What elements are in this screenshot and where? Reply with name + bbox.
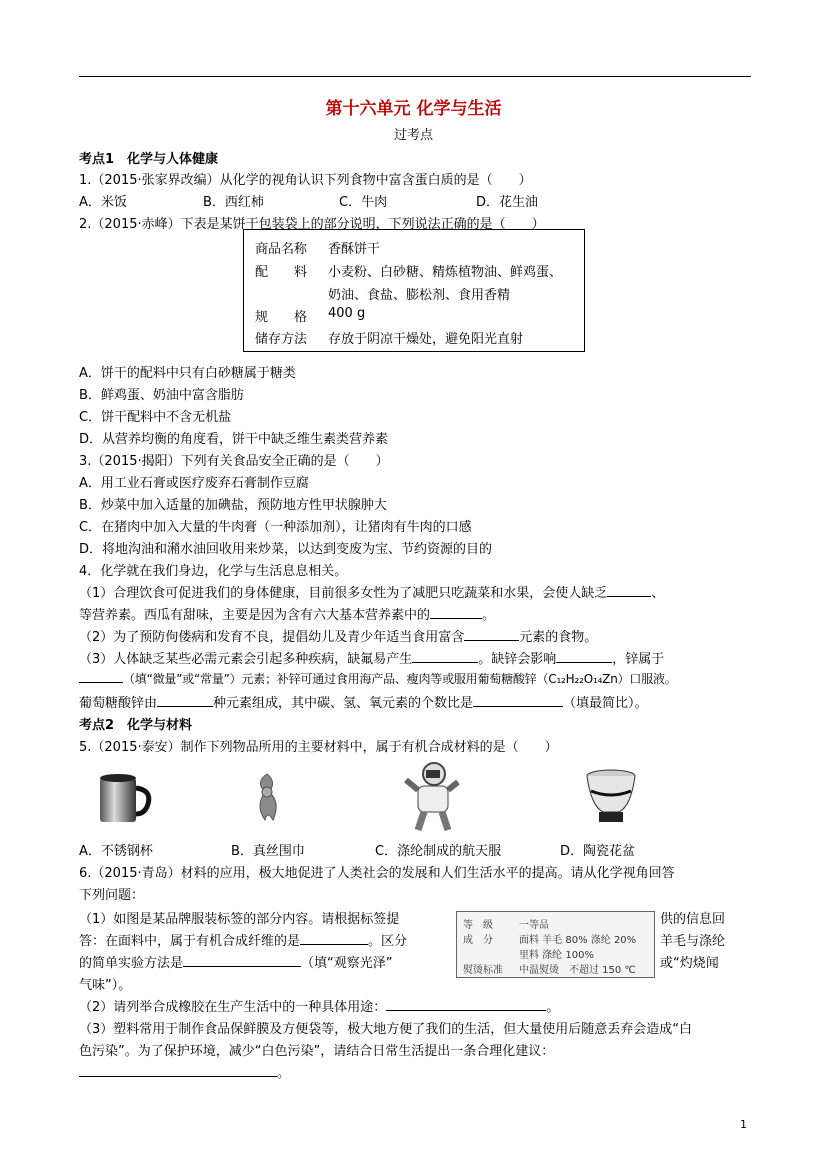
label-value: 里料 涤纶 100%: [519, 950, 594, 961]
option: A．不锈钢杯: [79, 844, 153, 859]
text: （填“观察光泽”: [301, 956, 393, 971]
section-heading: 考点2 化学与材料: [79, 718, 193, 733]
answer-blank[interactable]: [430, 606, 482, 619]
table-key: 配 料: [255, 265, 308, 280]
question-stem: 4．化学就在我们身边，化学与生活息息相关。: [79, 564, 348, 579]
answer-blank[interactable]: [556, 650, 612, 663]
option: D．花生油: [476, 195, 539, 210]
silk-scarf-image: [247, 770, 287, 826]
question-line: [79, 996, 559, 1015]
question-line: [79, 952, 393, 971]
question-stem: 2.（2015·赤峰）下表是某饼干包装袋上的部分说明，下列说法正确的是（ ）: [79, 217, 545, 232]
option: D．从营养均衡的角度看，饼干中缺乏维生素类营养素: [79, 432, 389, 447]
question-line: [79, 1062, 290, 1081]
answer-blank[interactable]: [300, 932, 368, 945]
text: 、: [651, 586, 665, 601]
question-line: 或“灼烧闻: [660, 956, 719, 971]
label-value: 一等品: [519, 920, 549, 931]
question-line: [79, 604, 495, 623]
question-line: （3）塑料常用于制作食品保鲜膜及方便袋等，极大地方便了我们的生活，但大量使用后随意丢弃会造成“白: [79, 1022, 693, 1037]
table-key: 储存方法: [255, 332, 308, 347]
option: B．西红柿: [203, 195, 264, 210]
label-value: 面料 羊毛 80% 涤纶 20%: [519, 935, 637, 946]
table-key: 规 格: [255, 310, 308, 325]
question-line: 色污染”。为了保护环境，减少“白色污染”，请结合日常生活提出一条合理化建议：: [79, 1044, 555, 1059]
text: （填最简比）。: [563, 696, 648, 711]
table-key: 商品名称: [255, 242, 308, 257]
question-line: [79, 648, 664, 667]
question-stem: 6.（2015·青岛）材料的应用，极大地促进了人类社会的发展和人们生活水平的提高。请从化学视角回答: [79, 866, 675, 881]
text: （3）人体缺乏某些必需元素会引起多种疾病，缺氟易产生: [79, 652, 413, 667]
option: B．鲜鸡蛋、奶油中富含脂肪: [79, 388, 244, 403]
text: 。: [277, 1066, 291, 1081]
steel-cup-image: [96, 768, 154, 826]
question-stem: 下列问题：: [79, 888, 145, 903]
ceramic-pot-image: [583, 767, 639, 827]
answer-blank[interactable]: [79, 670, 123, 683]
answer-blank[interactable]: [607, 584, 651, 597]
question-line: 气味”）。: [79, 978, 132, 993]
answer-blank[interactable]: [157, 694, 213, 707]
text: 。: [482, 608, 496, 623]
answer-blank[interactable]: [183, 954, 301, 967]
option: D．陶瓷花盆: [560, 844, 636, 859]
answer-blank[interactable]: [386, 998, 546, 1011]
table-value: 400 g: [328, 306, 366, 321]
question-line: 羊毛与涤纶: [660, 934, 726, 949]
label-key: 熨烫标准: [463, 965, 503, 976]
text: 。缺锌会影响: [478, 652, 557, 667]
text: 葡萄糖酸锌由: [79, 696, 158, 711]
table-value: 存放于阴凉干燥处，避免阳光直射: [328, 332, 524, 347]
option: C．牛肉: [339, 195, 388, 210]
page-subtitle: 过考点: [393, 128, 433, 143]
label-key: 成 分: [463, 935, 493, 946]
text: （2）为了预防佝偻病和发育不良，提倡幼儿及青少年适当食用富含: [79, 630, 465, 645]
option: D．将地沟油和潲水油回收用来炒菜，以达到变废为宝、节约资源的目的: [79, 542, 493, 557]
text: 种元素组成，其中碳、氢、氧元素的个数比是: [213, 696, 474, 711]
clothing-label-image: [456, 911, 655, 978]
text: （1）合理饮食可促进我们的身体健康，目前很多女性为了减肥只吃蔬菜和水果，会使人缺乏: [79, 586, 608, 601]
answer-blank[interactable]: [473, 694, 563, 707]
question-line: 供的信息回: [660, 912, 726, 927]
label-value: 中温熨烫 不超过 150 ℃: [519, 965, 636, 976]
header-rule: [79, 76, 751, 77]
table-value: 小麦粉、白砂糖、精炼植物油、鲜鸡蛋、: [328, 265, 563, 280]
text: 。区分: [368, 934, 408, 949]
page-title: 第十六单元 化学与生活: [325, 99, 502, 119]
option: C．饼干配料中不含无机盐: [79, 410, 232, 425]
answer-blank[interactable]: [79, 1064, 277, 1077]
option: A．用工业石膏或医疗废弃石膏制作豆腐: [79, 476, 309, 491]
text: 的简单实验方法是: [79, 956, 184, 971]
page-number: 1: [740, 1118, 747, 1131]
question-stem: 5.（2015·泰安）制作下列物品所用的主要材料中，属于有机合成材料的是（ ）: [79, 740, 558, 755]
question-line: [79, 670, 677, 687]
option: B．炒菜中加入适量的加碘盐，预防地方性甲状腺肿大: [79, 498, 387, 513]
text: 元素的食物。: [519, 630, 598, 645]
question-line: [79, 582, 664, 601]
question-line: [79, 626, 597, 645]
label-key: 等 级: [463, 920, 493, 931]
text: （2）请列举合成橡胶在生产生活中的一种具体用途：: [79, 1000, 387, 1015]
text: ，锌属于: [612, 652, 665, 667]
table-value: 香酥饼干: [328, 242, 381, 257]
question-stem: 1.（2015·张家界改编）从化学的视角认识下列食物中富含蛋白质的是（ ）: [79, 173, 532, 188]
text: 答：在面料中，属于有机合成纤维的是: [79, 934, 301, 949]
text: 等营养素。西瓜有甜味，主要是因为含有六大基本营养素中的: [79, 608, 431, 623]
option: C．在猪肉中加入大量的牛肉膏（一种添加剂），让猪肉有牛肉的口感: [79, 520, 472, 535]
option: A．饼干的配料中只有白砂糖属于糖类: [79, 366, 296, 381]
section-heading: 考点1 化学与人体健康: [79, 152, 219, 167]
text: 。: [546, 1000, 560, 1015]
text: （填“微量”或“常量”）元素；补锌可通过食用海产品、瘦肉等或服用葡萄糖酸锌（C₁₂H₂₂O₁₄Zn）口服液。: [123, 672, 677, 686]
option: B．真丝围巾: [231, 844, 305, 859]
question-line: （1）如图是某品牌服装标签的部分内容。请根据标签提: [79, 912, 400, 927]
option: A．米饭: [79, 195, 127, 210]
table-value: 奶油、食盐、膨松剂、食用香精: [328, 288, 511, 303]
answer-blank[interactable]: [464, 628, 519, 641]
answer-blank[interactable]: [412, 650, 478, 663]
question-stem: 3.（2015·揭阳）下列有关食品安全正确的是（ ）: [79, 454, 389, 469]
spacesuit-image: [402, 760, 462, 832]
question-line: [79, 930, 407, 949]
option: C．涤纶制成的航天服: [375, 844, 502, 859]
question-line: [79, 692, 648, 711]
product-info-table: [243, 229, 585, 352]
